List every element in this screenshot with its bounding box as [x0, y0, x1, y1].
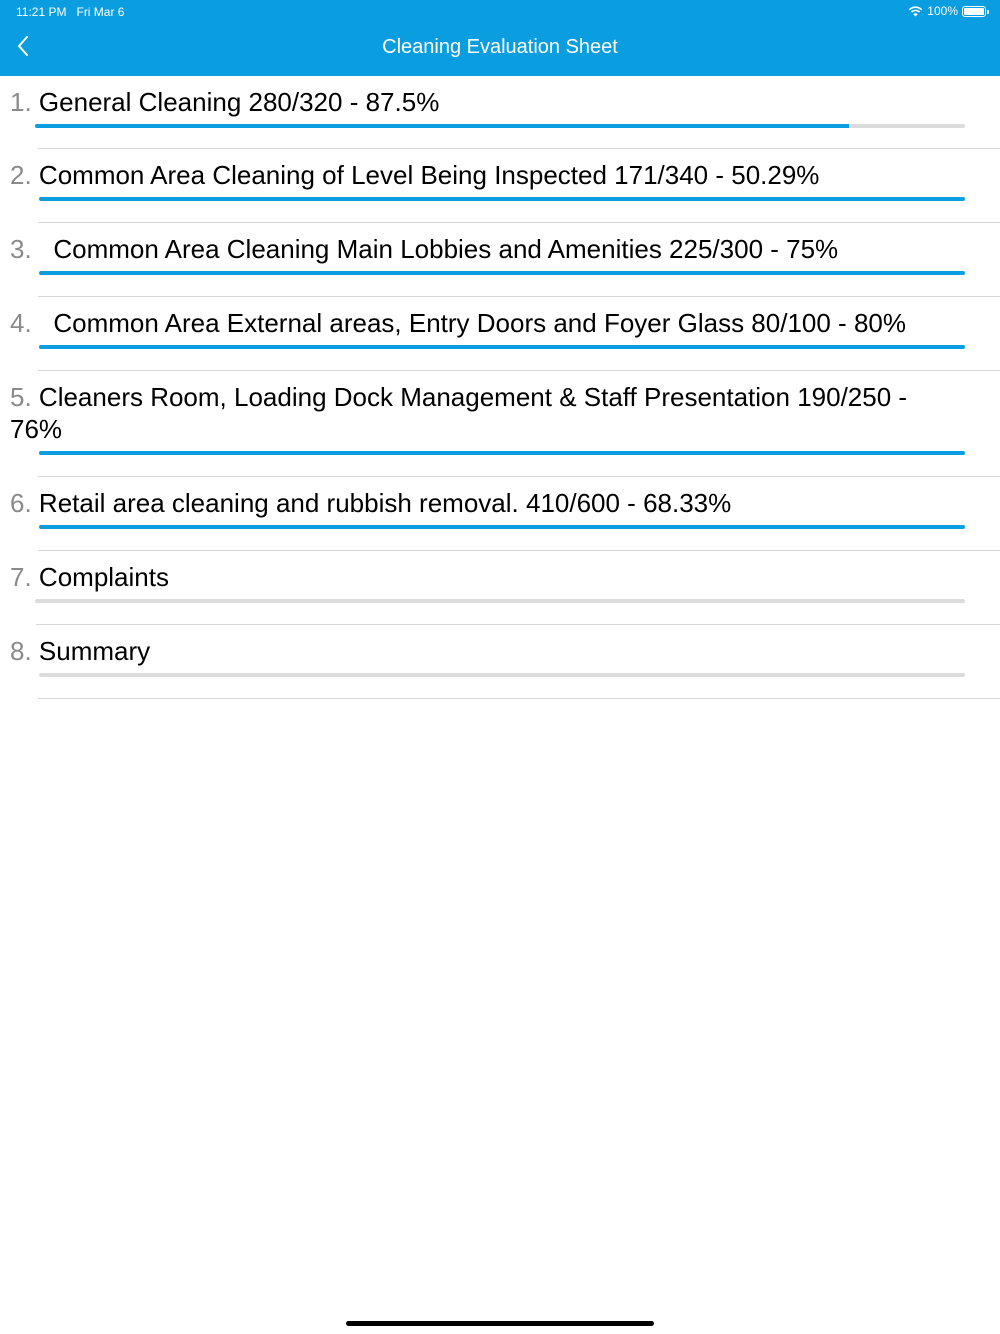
item-label: Common Area Cleaning Main Lobbies and Amenities 225/300 - 75%: [53, 234, 839, 264]
list-item[interactable]: [0, 371, 1000, 477]
item-number: 8.: [10, 636, 32, 666]
battery-percent: 100%: [927, 4, 958, 18]
list-item-title: [10, 86, 1000, 118]
item-label: Complaints: [38, 562, 169, 592]
progress-fill: [39, 525, 965, 529]
status-bar-right: [908, 4, 986, 18]
progress-bar: [35, 599, 965, 603]
list-item[interactable]: [0, 477, 1000, 551]
item-number: 1.: [10, 87, 32, 117]
list-item[interactable]: [0, 551, 1000, 625]
progress-bar: [39, 673, 965, 677]
item-number: 2.: [10, 160, 32, 190]
status-time: 11:21 PM: [16, 5, 67, 19]
item-number: 3.: [10, 234, 32, 264]
navigation-bar: [0, 0, 1000, 76]
list-item-title: [10, 159, 1000, 191]
progress-bar: [39, 345, 965, 349]
progress-fill: [35, 124, 849, 128]
item-label: Common Area External areas, Entry Doors and Foyer Glass 80/100 - 80%: [53, 308, 906, 338]
item-label: Common Area Cleaning of Level Being Inspected 171/340 - 50.29%: [38, 160, 820, 190]
item-number: 5.: [10, 382, 32, 412]
progress-bar: [39, 451, 965, 455]
progress-bar: [39, 197, 965, 201]
item-label: Cleaners Room, Loading Dock Management & Staff Presentation 190/250 - 76%: [10, 382, 908, 444]
status-bar-left: [16, 5, 124, 19]
item-number: 6.: [10, 488, 32, 518]
list-item-title: [10, 635, 1000, 667]
list-item-title: [10, 233, 1000, 265]
page-title: Cleaning Evaluation Sheet: [382, 36, 618, 58]
progress-bar: [39, 525, 965, 529]
evaluation-list: [0, 76, 1000, 699]
list-item[interactable]: [0, 149, 1000, 223]
list-item[interactable]: [0, 625, 1000, 699]
list-item[interactable]: [0, 297, 1000, 371]
list-item-title: [10, 561, 1000, 593]
battery-icon: [962, 6, 986, 17]
list-item-title: [10, 307, 1000, 339]
list-item[interactable]: [0, 223, 1000, 297]
item-number: 7.: [10, 562, 32, 592]
divider: [38, 698, 1000, 699]
progress-fill: [39, 271, 965, 275]
progress-bar: [35, 124, 965, 128]
wifi-icon: [908, 5, 923, 17]
item-label: Retail area cleaning and rubbish removal. 410/600 - 68.33%: [38, 488, 732, 518]
list-item[interactable]: [0, 76, 1000, 149]
list-item-title: [10, 487, 1000, 519]
item-label: General Cleaning 280/320 - 87.5%: [38, 87, 440, 117]
item-number: 4.: [10, 308, 32, 338]
progress-fill: [39, 197, 965, 201]
list-item-title: [10, 381, 1000, 445]
item-label: Summary: [38, 636, 151, 666]
progress-fill: [39, 345, 965, 349]
home-indicator: [346, 1321, 654, 1326]
progress-bar: [39, 271, 965, 275]
status-date: Fri Mar 6: [76, 5, 125, 19]
progress-fill: [39, 451, 965, 455]
